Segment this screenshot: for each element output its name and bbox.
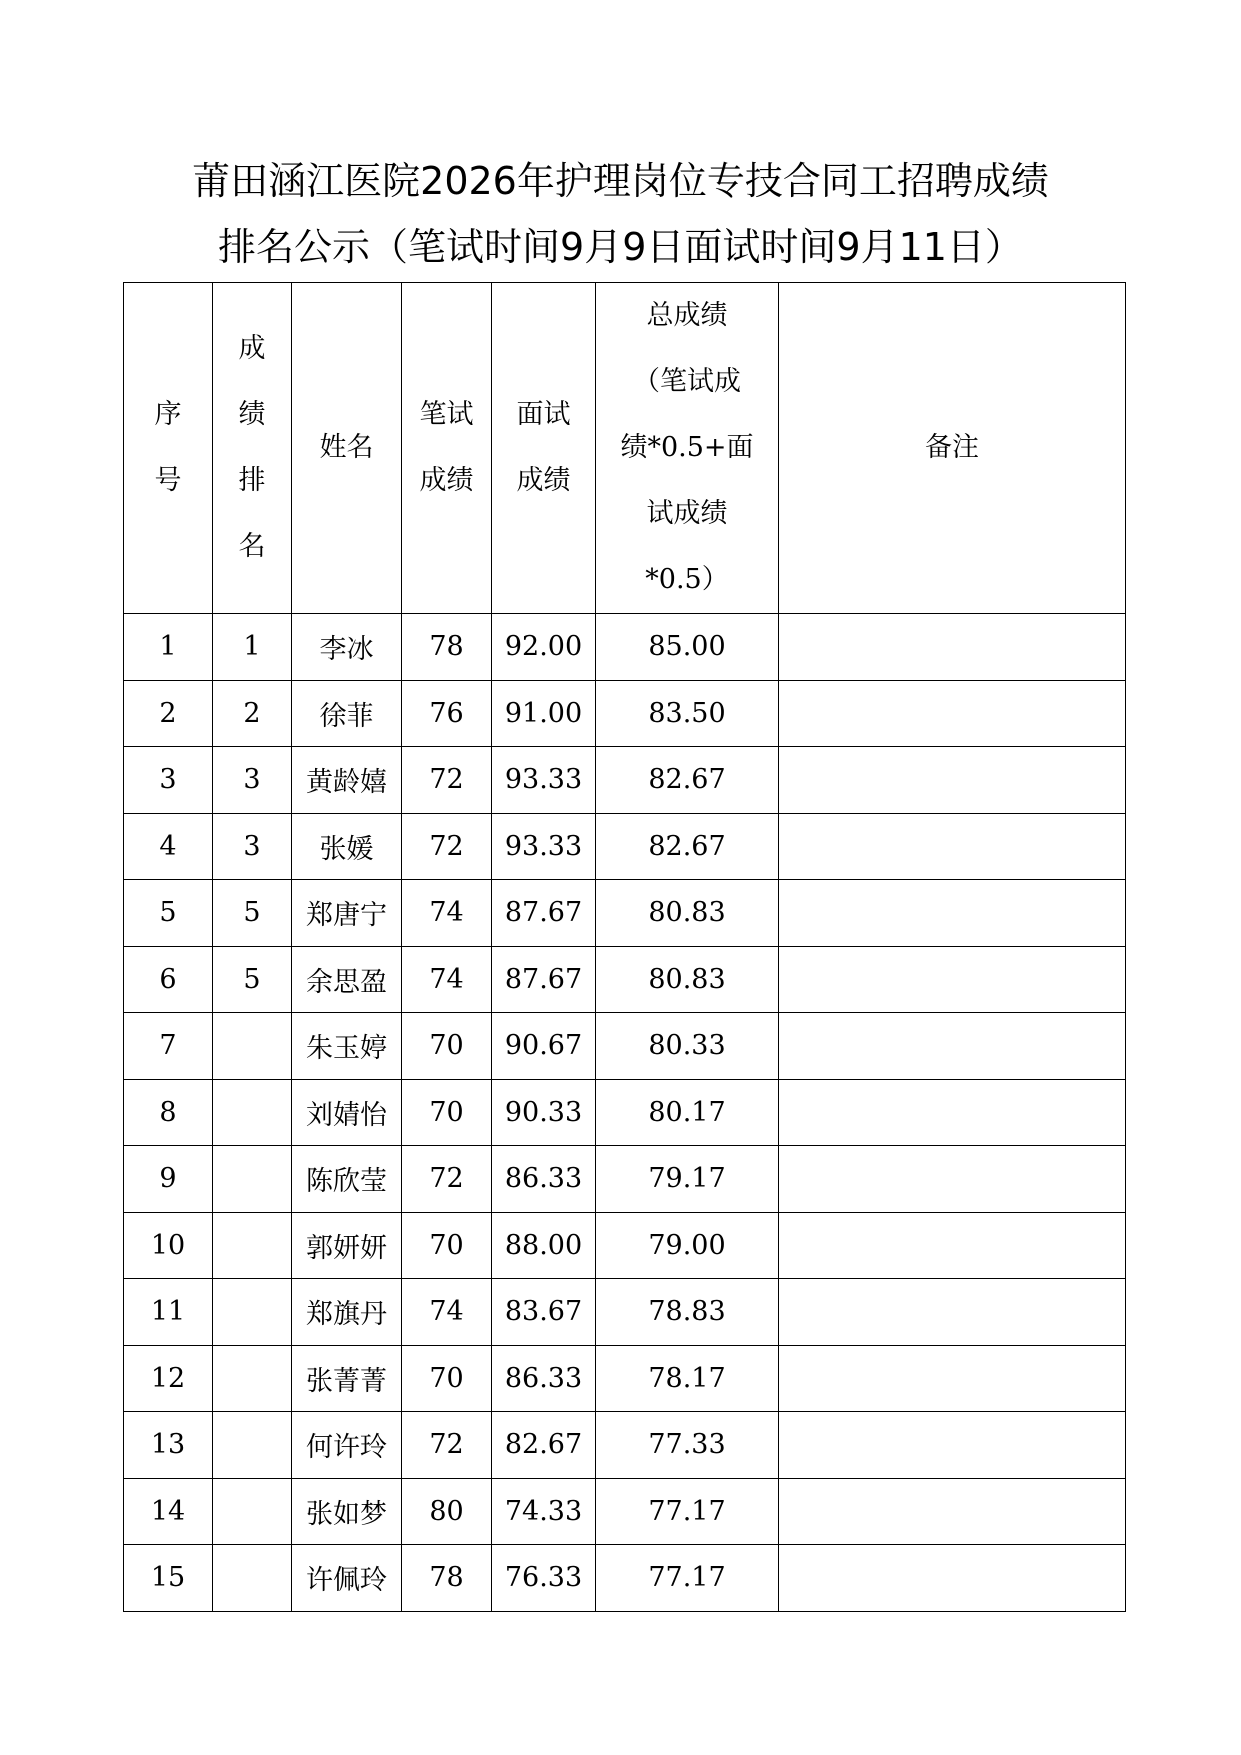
cell-interview: 90.67 (492, 1013, 596, 1080)
cell-name: 刘婧怡 (292, 1079, 402, 1146)
cell-seq: 10 (124, 1212, 213, 1279)
cell-rank (213, 1013, 292, 1080)
cell-written: 72 (402, 1412, 492, 1479)
cell-remark (779, 747, 1126, 814)
cell-interview: 83.67 (492, 1279, 596, 1346)
table-row (124, 1146, 1126, 1213)
cell-written: 74 (402, 946, 492, 1013)
cell-seq: 12 (124, 1345, 213, 1412)
cell-rank (213, 1412, 292, 1479)
table-row (124, 880, 1126, 947)
header-name (292, 283, 402, 614)
cell-rank (213, 1079, 292, 1146)
cell-total: 79.17 (596, 1146, 779, 1213)
cell-rank (213, 1146, 292, 1213)
cell-written: 70 (402, 1079, 492, 1146)
cell-name: 郭妍妍 (292, 1212, 402, 1279)
cell-rank (213, 1478, 292, 1545)
cell-total: 80.33 (596, 1013, 779, 1080)
cell-seq: 4 (124, 813, 213, 880)
cell-name: 陈欣莹 (292, 1146, 402, 1213)
cell-remark (779, 1212, 1126, 1279)
cell-remark (779, 1013, 1126, 1080)
cell-name: 李冰 (292, 614, 402, 681)
cell-seq: 9 (124, 1146, 213, 1213)
header-remark-label: 备注 (925, 432, 979, 463)
cell-total: 80.83 (596, 946, 779, 1013)
table-row (124, 1279, 1126, 1346)
cell-interview: 87.67 (492, 946, 596, 1013)
table-row (124, 1545, 1126, 1612)
cell-remark (779, 813, 1126, 880)
cell-total: 80.17 (596, 1079, 779, 1146)
cell-seq: 13 (124, 1412, 213, 1479)
header-interview (492, 283, 596, 614)
cell-written: 78 (402, 614, 492, 681)
cell-interview: 76.33 (492, 1545, 596, 1612)
cell-interview: 93.33 (492, 747, 596, 814)
cell-remark (779, 1412, 1126, 1479)
cell-seq: 2 (124, 680, 213, 747)
cell-rank: 1 (213, 614, 292, 681)
cell-total: 77.17 (596, 1545, 779, 1612)
page-title-line-1: 莆田涵江医院2026年护理岗位专技合同工招聘成绩 (192, 159, 1049, 203)
cell-seq: 1 (124, 614, 213, 681)
cell-written: 74 (402, 1279, 492, 1346)
cell-rank: 3 (213, 747, 292, 814)
cell-written: 70 (402, 1212, 492, 1279)
cell-rank (213, 1545, 292, 1612)
cell-total: 82.67 (596, 747, 779, 814)
cell-seq: 15 (124, 1545, 213, 1612)
header-total-label: 总成绩 （笔试成 绩*0.5+面 试成绩 *0.5） (620, 300, 754, 595)
header-rank-label: 成 绩 排 名 (238, 333, 266, 562)
table-row (124, 1013, 1126, 1080)
cell-written: 72 (402, 747, 492, 814)
cell-seq: 11 (124, 1279, 213, 1346)
header-seq (124, 283, 213, 614)
cell-interview: 86.33 (492, 1345, 596, 1412)
cell-interview: 74.33 (492, 1478, 596, 1545)
cell-written: 78 (402, 1545, 492, 1612)
header-interview-label: 面试 成绩 (516, 399, 571, 496)
cell-seq: 3 (124, 747, 213, 814)
cell-seq: 14 (124, 1478, 213, 1545)
cell-written: 74 (402, 880, 492, 947)
table-row (124, 680, 1126, 747)
cell-name: 郑唐宁 (292, 880, 402, 947)
cell-rank: 3 (213, 813, 292, 880)
cell-name: 郑旗丹 (292, 1279, 402, 1346)
cell-rank: 5 (213, 946, 292, 1013)
cell-name: 张如梦 (292, 1478, 402, 1545)
header-name-label: 姓名 (319, 432, 374, 463)
table-row (124, 1412, 1126, 1479)
cell-total: 85.00 (596, 614, 779, 681)
cell-total: 78.83 (596, 1279, 779, 1346)
table-row (124, 1079, 1126, 1146)
cell-rank: 5 (213, 880, 292, 947)
score-ranking-table (123, 282, 1126, 1612)
cell-interview: 87.67 (492, 880, 596, 947)
cell-name: 黄龄嬉 (292, 747, 402, 814)
cell-total: 82.67 (596, 813, 779, 880)
cell-remark (779, 1079, 1126, 1146)
table-row (124, 1212, 1126, 1279)
cell-rank (213, 1212, 292, 1279)
header-total (596, 283, 779, 614)
cell-written: 70 (402, 1013, 492, 1080)
header-remark (779, 283, 1126, 614)
cell-name: 徐菲 (292, 680, 402, 747)
cell-seq: 5 (124, 880, 213, 947)
cell-name: 张媛 (292, 813, 402, 880)
cell-total: 79.00 (596, 1212, 779, 1279)
cell-written: 70 (402, 1345, 492, 1412)
cell-interview: 91.00 (492, 680, 596, 747)
cell-remark (779, 1279, 1126, 1346)
header-seq-label: 序 号 (154, 399, 182, 496)
cell-seq: 6 (124, 946, 213, 1013)
cell-remark (779, 680, 1126, 747)
cell-written: 80 (402, 1478, 492, 1545)
cell-remark (779, 1146, 1126, 1213)
header-rank (213, 283, 292, 614)
table-row (124, 1478, 1126, 1545)
cell-remark (779, 1545, 1126, 1612)
table-row (124, 813, 1126, 880)
cell-name: 张菁菁 (292, 1345, 402, 1412)
cell-rank: 2 (213, 680, 292, 747)
cell-interview: 90.33 (492, 1079, 596, 1146)
cell-total: 83.50 (596, 680, 779, 747)
cell-remark (779, 1345, 1126, 1412)
cell-rank (213, 1279, 292, 1346)
cell-written: 76 (402, 680, 492, 747)
cell-interview: 92.00 (492, 614, 596, 681)
cell-seq: 8 (124, 1079, 213, 1146)
table-row (124, 1345, 1126, 1412)
cell-name: 余思盈 (292, 946, 402, 1013)
cell-total: 80.83 (596, 880, 779, 947)
table-header-row (124, 283, 1126, 614)
cell-rank (213, 1345, 292, 1412)
cell-total: 77.17 (596, 1478, 779, 1545)
cell-written: 72 (402, 1146, 492, 1213)
cell-name: 许佩玲 (292, 1545, 402, 1612)
header-written-label: 笔试 成绩 (419, 399, 474, 496)
cell-remark (779, 880, 1126, 947)
cell-remark (779, 614, 1126, 681)
cell-total: 78.17 (596, 1345, 779, 1412)
cell-name: 朱玉婷 (292, 1013, 402, 1080)
table-row (124, 614, 1126, 681)
cell-interview: 93.33 (492, 813, 596, 880)
cell-written: 72 (402, 813, 492, 880)
header-written (402, 283, 492, 614)
cell-remark (779, 1478, 1126, 1545)
cell-remark (779, 946, 1126, 1013)
cell-seq: 7 (124, 1013, 213, 1080)
cell-interview: 88.00 (492, 1212, 596, 1279)
page-title-line-2: 排名公示（笔试时间9月9日面试时间9月11日） (218, 225, 1023, 269)
table-row (124, 946, 1126, 1013)
cell-name: 何许玲 (292, 1412, 402, 1479)
cell-interview: 82.67 (492, 1412, 596, 1479)
cell-interview: 86.33 (492, 1146, 596, 1213)
table-row (124, 747, 1126, 814)
cell-total: 77.33 (596, 1412, 779, 1479)
